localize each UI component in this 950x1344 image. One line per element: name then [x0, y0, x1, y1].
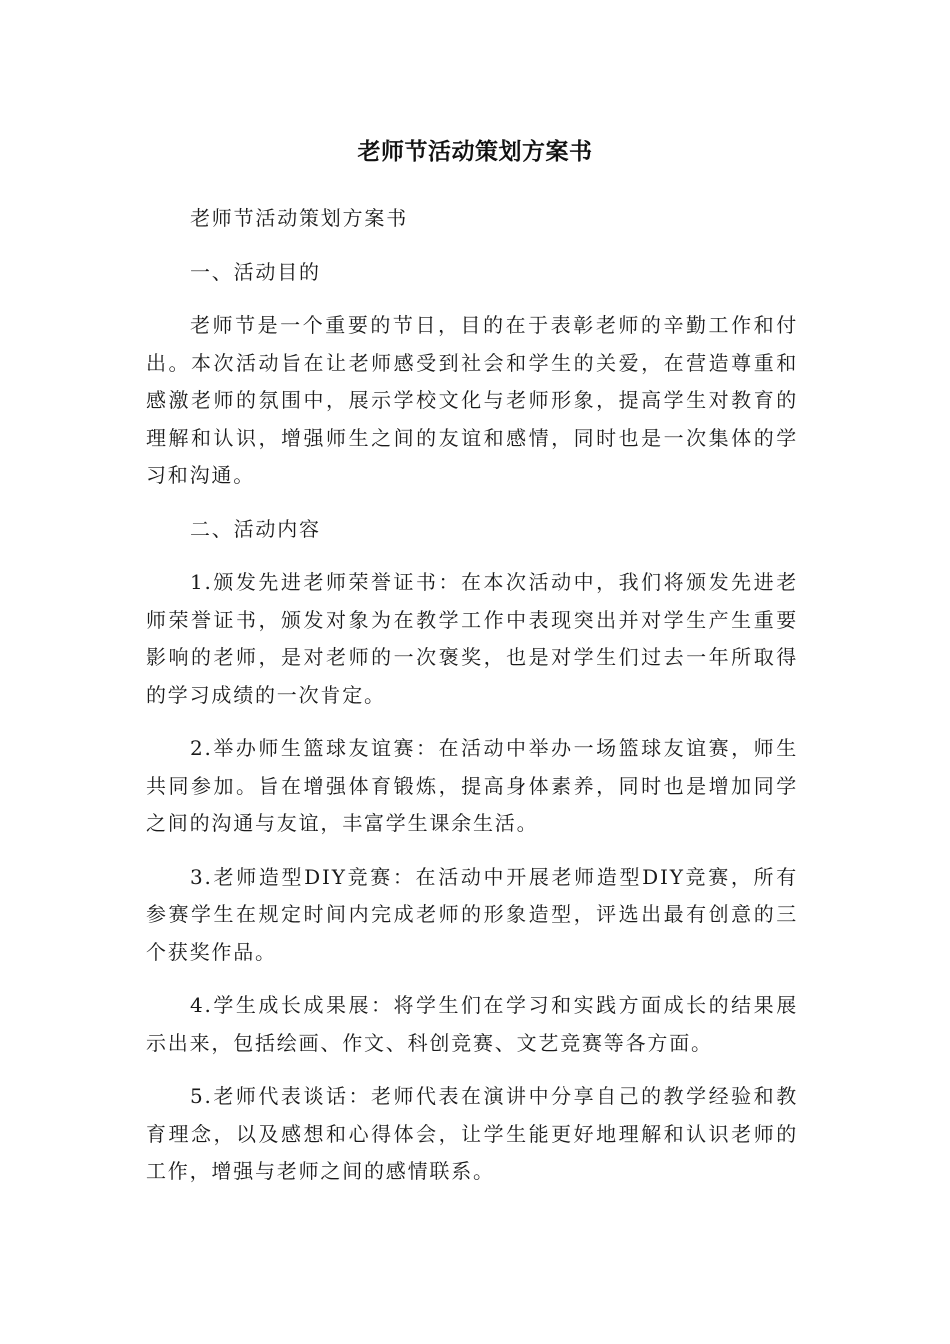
paragraph-item-2: 2.举办师生篮球友谊赛：在活动中举办一场篮球友谊赛，师生共同参加。旨在增强体育锻炼，提高身体素养，同时也是增加同学之间的沟通与友谊，丰富学生课余生活。 [146, 736, 798, 835]
paragraph-subtitle: 老师节活动策划方案书 [190, 206, 408, 230]
paragraph-item-3: 3.老师造型DIY竞赛：在活动中开展老师造型DIY竞赛，所有参赛学生在规定时间内完成老师的形象造型，评选出最有创意的三个获奖作品。 [146, 864, 798, 964]
heading-content: 二、活动内容 [190, 516, 321, 541]
paragraph-purpose: 老师节是一个重要的节日，目的在于表彰老师的辛勤工作和付出。本次活动旨在让老师感受到社会和学生的关爱，在营造尊重和感激老师的氛围中，展示学校文化与老师形象，提高学生对教育的理解和认识，增强师生之间的友谊和感情，同时也是一次集体的学习和沟通。 [146, 313, 798, 487]
document-body [146, 200, 798, 1207]
document-title: 老师节活动策划方案书 [357, 139, 593, 165]
heading-purpose: 一、活动目的 [190, 259, 321, 284]
paragraph-item-4: 4.学生成长成果展：将学生们在学习和实践方面成长的结果展示出来，包括绘画、作文、科创竞赛、文艺竞赛等各方面。 [146, 993, 798, 1055]
paragraph-item-1: 1.颁发先进老师荣誉证书：在本次活动中，我们将颁发先进老师荣誉证书，颁发对象为在教学工作中表现突出并对学生产生重要影响的老师，是对老师的一次褒奖，也是对学生们过去一年所取得的学习成绩的一次肯定。 [146, 570, 798, 707]
paragraph-item-5: 5.老师代表谈话：老师代表在演讲中分享自己的教学经验和教育理念，以及感想和心得体会，让学生能更好地理解和认识老师的工作，增强与老师之间的感情联系。 [146, 1084, 798, 1183]
